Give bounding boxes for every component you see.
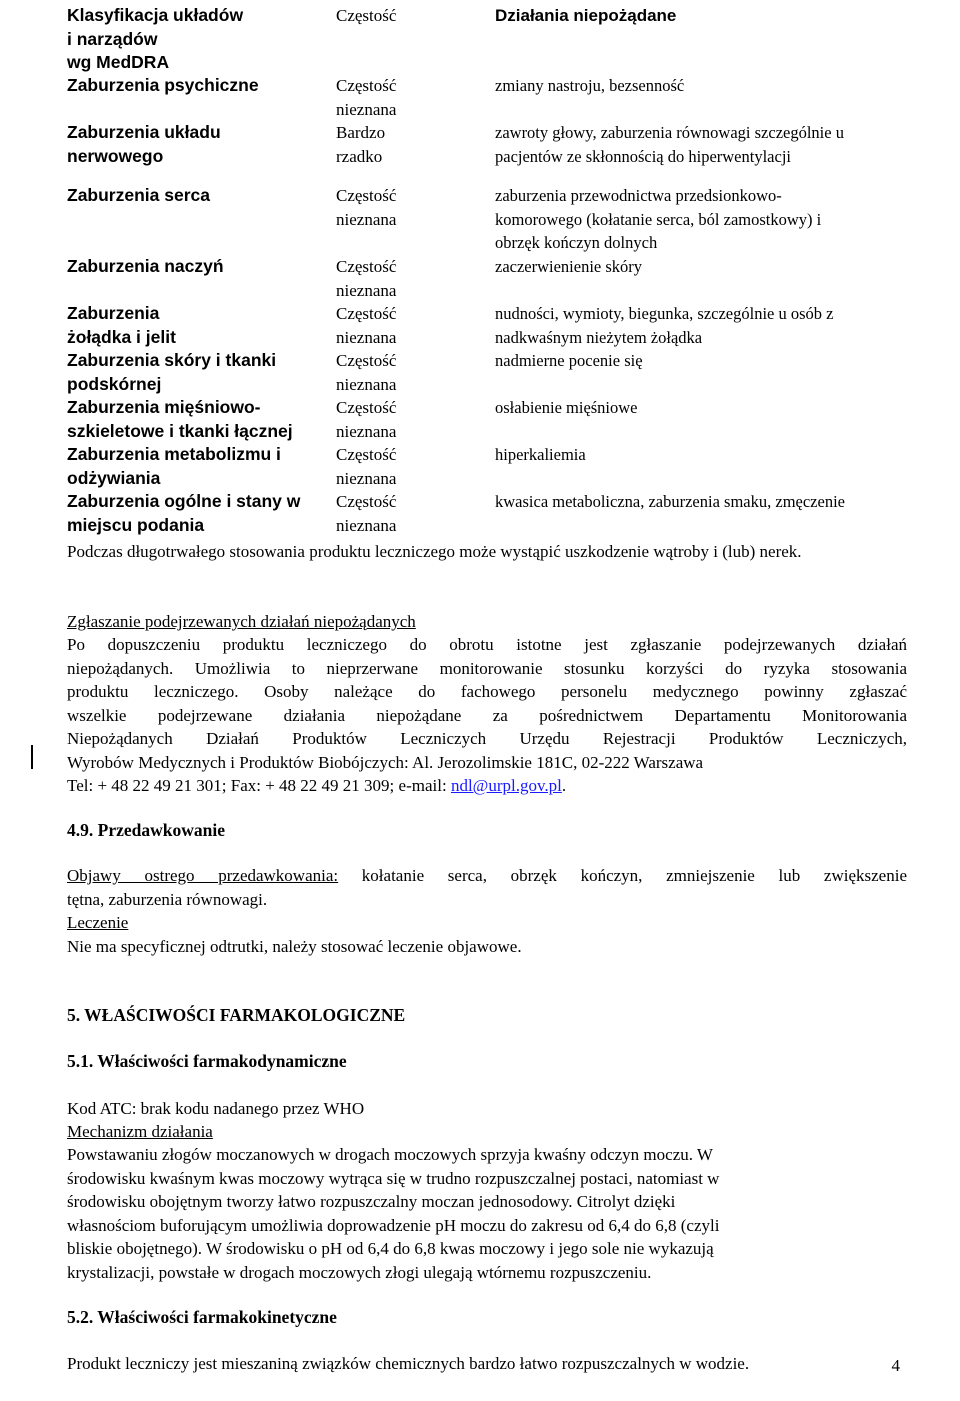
pharmacokinetics-text: Produkt leczniczy jest mieszaniną związków chemicznych bardzo łatwo rozpuszczalnych w wodzie. bbox=[67, 1354, 750, 1373]
organ-class: Zaburzenia skóry i tkanki podskórnej bbox=[67, 350, 277, 394]
organ-class: Zaburzenia psychiczne bbox=[67, 75, 259, 95]
organ-class: Zaburzenia serca bbox=[67, 185, 210, 205]
header-frequency: Częstość bbox=[336, 6, 397, 25]
atc-code: Kod ATC: brak kodu nadanego przez WHO bbox=[67, 1099, 365, 1118]
section-heading-overdose: 4.9. Przedawkowanie bbox=[67, 820, 225, 840]
overdose-symptoms: Objawy ostrego przedawkowania: kołatanie serca, obrzęk kończyn, zmniejszenie lub zwiększenie tętna, zaburzenia równowagi. Leczenie Nie ma specyficznej odtrutki, należy stosować leczenie objawowe. bbox=[67, 864, 907, 958]
adverse-effect: kwasica metaboliczna, zaburzenia smaku, zmęczenie bbox=[495, 492, 845, 511]
frequency: Częstość nieznana bbox=[336, 492, 397, 535]
reporting-text: Po dopuszczeniu produktu leczniczego do obrotu istotne jest zgłaszanie podejrzewanych działań niepożądanych. Umożliwia to nieprzerwane monitorowanie stosunku korzyści do ryzyka stosowania produktu leczniczego. Osoby należące do fachowego personelu medycznego powinny zgłaszać wszelkie podejrzewane działania niepożądane za pośrednictwem Departamentu Monitorowania Niepożądanych Działań Produktów Leczniczych Urzędu Rejestracji Produktów Leczniczych, Wyrobów Medycznych i Produktów Biobójczych: Al. Jerozolimskie 181C, 02-222 Warszawa Tel: + 48 22 49 21 301; Fax: + 48 22 49 21 309; e-mail: ndl@urpl.gov.pl. bbox=[67, 633, 907, 798]
organ-class: Zaburzenia mięśniowo- szkieletowe i tkanki łącznej bbox=[67, 397, 293, 441]
organ-class: Zaburzenia układu nerwowego bbox=[67, 122, 221, 166]
section-heading-5-1: 5.1. Właściwości farmakodynamiczne bbox=[67, 1051, 347, 1071]
frequency: Częstość nieznana bbox=[336, 445, 397, 488]
header-classification: Klasyfikacja układów i narządów wg MedDRA bbox=[67, 5, 244, 72]
adverse-effect: zawroty głowy, zaburzenia równowagi szczególnie u pacjentów ze skłonnością do hiperwentylacji bbox=[495, 123, 844, 166]
treatment-label: Leczenie bbox=[67, 913, 129, 932]
adverse-effect: osłabienie mięśniowe bbox=[495, 398, 638, 417]
organ-class: Zaburzenia ogólne i stany w miejscu podania bbox=[67, 491, 301, 535]
mechanism-text: Powstawaniu złogów moczanowych w drogach moczowych sprzyja kwaśny odczyn moczu. W środowisku kwaśnym kwas moczowy wytrąca się w trudno rozpuszczalnej postaci, natomiast w środowisku obojętnym tworzy łatwo rozpuszczalny moczan jednosodowy. Citrolyt dzięki własnościom buforującym umożliwia doprowadzenie pH moczu do zakresu od 6,4 do 6,8 (czyli bliskie obojętnego). W środowisku o pH od 6,4 do 6,8 kwas moczowy i jego sole nie wykazują krystalizacji, powstałe w drogach moczowych złogi ulegają wtórnemu rozpuszczeniu. bbox=[67, 1145, 720, 1282]
frequency: Częstość nieznana bbox=[336, 351, 397, 394]
adverse-effect: nudności, wymioty, biegunka, szczególnie u osób z nadkwaśnym nieżytem żołądka bbox=[495, 304, 834, 347]
contact-line: Tel: + 48 22 49 21 301; Fax: + 48 22 49 21 309; e-mail: ndl@urpl.gov.pl. bbox=[67, 776, 567, 795]
revision-bar bbox=[31, 745, 33, 769]
email-link[interactable]: ndl@urpl.gov.pl bbox=[450, 776, 562, 795]
frequency: Częstość nieznana bbox=[336, 76, 397, 119]
adverse-effect: zaburzenia przewodnictwa przedsionkowo- komorowego (kołatanie serca, ból zamostkowy) i obrzęk kończyn dolnych bbox=[495, 186, 822, 252]
adverse-effect: nadmierne pocenie się bbox=[495, 351, 643, 370]
adverse-effect: zmiany nastroju, bezsenność bbox=[495, 76, 685, 95]
frequency: Częstość nieznana bbox=[336, 398, 397, 441]
organ-class: Zaburzenia naczyń bbox=[67, 256, 224, 276]
frequency: Częstość nieznana bbox=[336, 304, 397, 347]
mechanism-label: Mechanizm działania bbox=[67, 1122, 213, 1141]
reporting-title: Zgłaszanie podejrzewanych działań niepożądanych bbox=[67, 612, 416, 631]
frequency: Częstość nieznana bbox=[336, 257, 397, 300]
section-heading-5-2: 5.2. Właściwości farmakokinetyczne bbox=[67, 1307, 337, 1327]
page-number: 4 bbox=[891, 1356, 900, 1375]
adverse-effect: hiperkaliemia bbox=[495, 445, 586, 464]
adverse-effect: zaczerwienienie skóry bbox=[495, 257, 643, 276]
section-heading-5: 5. WŁAŚCIWOŚCI FARMAKOLOGICZNE bbox=[67, 1005, 406, 1025]
long-term-note: Podczas długotrwałego stosowania produktu leczniczego może wystąpić uszkodzenie wątroby i (lub) nerek. bbox=[67, 542, 802, 561]
frequency: Bardzo rzadko bbox=[336, 123, 386, 166]
organ-class: Zaburzenia metabolizmu i odżywiania bbox=[67, 444, 281, 488]
header-effects: Działania niepożądane bbox=[495, 6, 677, 25]
organ-class: Zaburzenia żołądka i jelit bbox=[67, 303, 176, 347]
treatment-text: Nie ma specyficznej odtrutki, należy stosować leczenie objawowe. bbox=[67, 936, 522, 956]
frequency: Częstość nieznana bbox=[336, 186, 397, 229]
